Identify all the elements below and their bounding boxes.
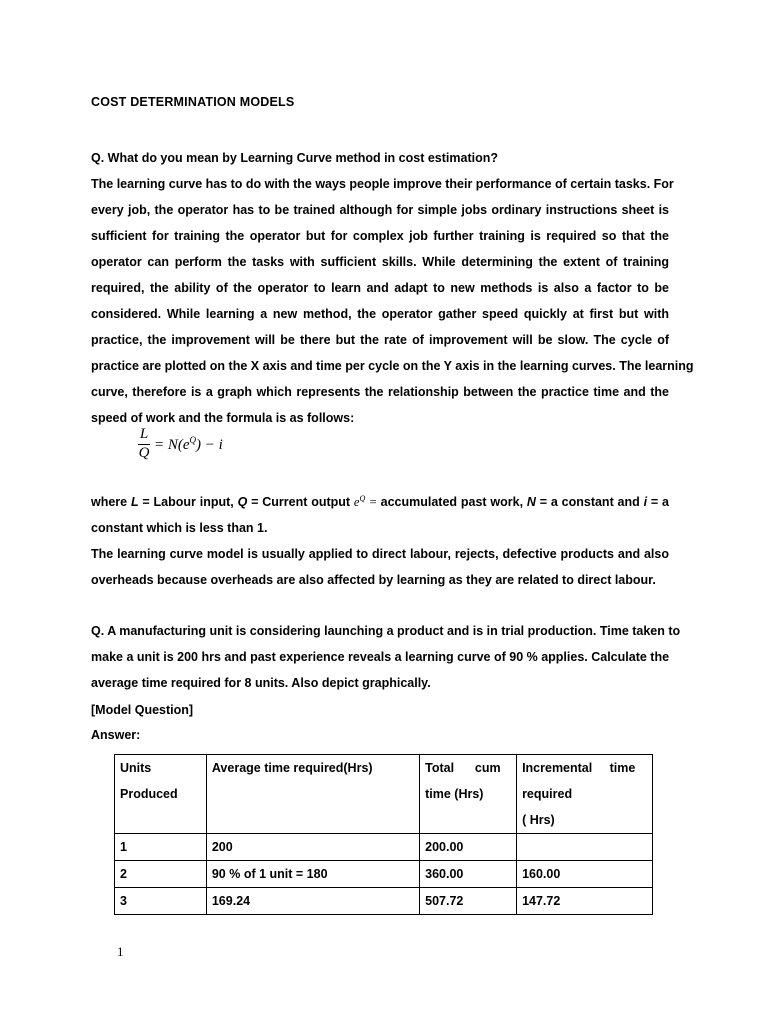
paragraph-line: operator can perform the tasks with sufficient skills. While determining the extent of training xyxy=(91,255,669,269)
table-cell: 200 xyxy=(206,834,419,861)
page-title: COST DETERMINATION MODELS xyxy=(91,95,295,109)
learning-curve-table xyxy=(114,754,653,915)
header-incremental: Incremental time required ( Hrs) xyxy=(517,755,653,834)
table-cell: 360.00 xyxy=(420,861,517,888)
paragraph-line: curve, therefore is a graph which represents the relationship between the practice time and the xyxy=(91,385,669,399)
q1-paragraph xyxy=(91,171,694,431)
formula-denominator: Q xyxy=(138,445,150,461)
paragraph-line: required, the ability of the operator to learn and adapt to new methods is also a factor to be xyxy=(91,281,669,295)
table-row xyxy=(115,834,653,861)
formula-fraction xyxy=(138,426,150,463)
where-line: where L = Labour input, Q = Current output $e^Q$ = accumulated past work, N = a constant and i = a xyxy=(91,494,669,510)
table-cell: 3 xyxy=(115,888,207,915)
table-row xyxy=(115,861,653,888)
where-definition xyxy=(91,486,669,593)
formula-numerator: L xyxy=(139,426,149,442)
table-cell: 200.00 xyxy=(420,834,517,861)
q2-line: Q. A manufacturing unit is considering launching a product and is in trial production. Time taken to xyxy=(91,624,681,638)
q1-question: Q. What do you mean by Learning Curve method in cost estimation? xyxy=(91,151,498,165)
table-cell: 160.00 xyxy=(517,861,653,888)
table-cell: 1 xyxy=(115,834,207,861)
paragraph-line: practice, the improvement will be there but the rate of improvement will be slow. The cycle of xyxy=(91,333,669,347)
table-header-row xyxy=(115,755,653,834)
paragraph-line: practice are plotted on the X axis and time per cycle on the Y axis in the learning curves. The learning xyxy=(91,359,694,373)
table-cell: 507.72 xyxy=(420,888,517,915)
table-cell: 169.24 xyxy=(206,888,419,915)
paragraph-line: every job, the operator has to be trained although for simple jobs ordinary instructions sheet is xyxy=(91,203,669,217)
applied-line: overheads because overheads are also affected by learning as they are related to direct labour. xyxy=(91,573,656,588)
paragraph-line: speed of work and the formula is as follows: xyxy=(91,411,355,425)
paragraph-line: sufficient for training the operator but for complex job further training is required so that the xyxy=(91,229,669,243)
page-number: 1 xyxy=(117,944,124,959)
applied-line: The learning curve model is usually applied to direct labour, rejects, defective products and also xyxy=(91,547,669,562)
answer-label: Answer: xyxy=(91,728,141,742)
table-cell xyxy=(517,834,653,861)
header-average-time: Average time required(Hrs) xyxy=(206,755,419,834)
table-row xyxy=(115,888,653,915)
paragraph-line: considered. While learning a new method, the operator gather speed quickly at first but with xyxy=(91,307,669,321)
table-cell: 147.72 xyxy=(517,888,653,915)
where-line-2: constant which is less than 1. xyxy=(91,521,268,536)
table-cell: 2 xyxy=(115,861,207,888)
paragraph-line: The learning curve has to do with the ways people improve their performance of certain tasks. For xyxy=(91,177,674,191)
q2-line: make a unit is 200 hrs and past experience reveals a learning curve of 90 % applies. Calculate the xyxy=(91,650,670,664)
header-total-cum: Total cum time (Hrs) xyxy=(420,755,517,834)
q2-line: average time required for 8 units. Also depict graphically. xyxy=(91,676,431,690)
q2-question xyxy=(91,618,681,696)
model-question-label: [Model Question] xyxy=(91,703,194,717)
table-cell: 90 % of 1 unit = 180 xyxy=(206,861,419,888)
header-units: Units Produced xyxy=(115,755,207,834)
formula-rhs: = $N(e^Q) - i$ xyxy=(154,435,223,453)
